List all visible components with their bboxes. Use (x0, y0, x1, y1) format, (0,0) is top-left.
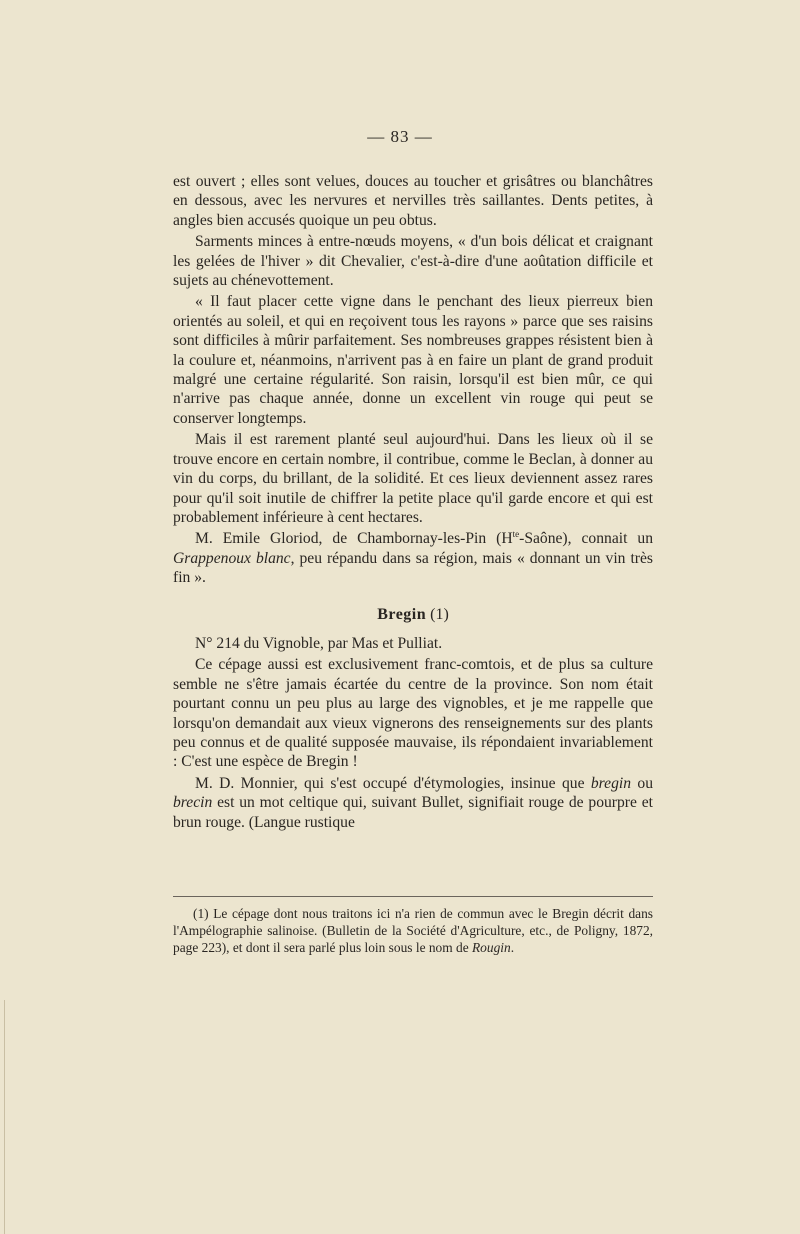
body-text (173, 172, 653, 832)
monnier-word-brecin: brecin (173, 794, 213, 812)
paragraph-monnier (173, 774, 653, 832)
section-heading-name: Bregin (377, 605, 427, 623)
gloriod-variety-name: Grappenoux blanc (173, 549, 291, 567)
monnier-text-mid: ou (631, 774, 653, 792)
section-heading (173, 605, 653, 624)
gloriod-text-before: M. Emile Gloriod, de Chambornay-les-Pin (H (195, 530, 513, 548)
paragraph-leaves: est ouvert ; elles sont velues, douces au toucher et grisâtres ou blanchâtres en dessous, avec les nervures et nervilles très saillantes. Dents petites, à angles bien accusés quoique un peu obtus. (173, 173, 653, 229)
paragraph-placement: « Il faut placer cette vigne dans le penchant des lieux pierreux bien orientés au soleil, et qui en reçoivent tous les rayons » parce que ses raisins sont difficiles à mûrir parfaitement. Ses nombreuses grappes résistent bien à la coulure et, néanmoins, n'arrivent pas à en faire un plant de grand produit malgré une certaine régularité. Son raisin, lorsqu'il est bien mûr, ce qui n'arrive pas chaque année, donne un excellent vin rouge qui peut se conserver longtemps. (173, 293, 653, 427)
footnote-divider (173, 896, 653, 897)
page-number: — 83 — (367, 127, 433, 146)
footnote (173, 905, 653, 956)
paragraph-sarments: Sarments minces à entre-nœuds moyens, « d'un bois délicat et craignant les gelées de l'hiver » dit Chevalier, c'est-à-dire d'une aoûtation difficile et sujets au chénevottement. (173, 233, 653, 290)
vignoble-number: N° 214 du Vignoble, par Mas et Pulliat. (195, 634, 443, 652)
footnote-text: (1) Le cépage dont nous traitons ici n'a rien de commun avec le Bregin décrit dans l'Ampélographie salinoise. (Bulletin de la Société d'Agriculture, etc., de Poligny, 1872, page 223), et dont il sera parlé plus loin sous le nom de (173, 906, 653, 955)
scan-edge-line (4, 1000, 5, 1234)
monnier-text-after: est un mot celtique qui, suivant Bullet, signifiait rouge de pourpre et brun rouge. (Langue rustique (173, 794, 653, 831)
paragraph-franc-comtois: Ce cépage aussi est exclusivement franc-comtois, et de plus sa culture semble ne s'être jamais écartée du centre de la province. Son nom était pourtant connu un peu plus au large des vignobles, et je me rappelle que lorsqu'on demandait aux vieux vignerons des renseignements sur des plants peu connus et de qualité supposée mauvaise, ils répondaient invariablement : C'est une espèce de Bregin ! (173, 656, 653, 771)
gloriod-text-middle: -Saône), connait un (519, 530, 653, 548)
footnote-italic-name: Rougin (472, 940, 511, 955)
footnote-paragraph (173, 905, 653, 956)
paragraph-rarity: Mais il est rarement planté seul aujourd'hui. Dans les lieux où il se trouve encore en certain nombre, il contribue, comme le Beclan, à donner au vin du corps, du brillant, de la solidité. Et ces lieux deviennent assez rares pour qu'il soit inutile de chiffrer la petite place qu'il garde encore et qui est probablement inférieure à cent hectares. (173, 431, 653, 526)
gloriod-superscript: te (512, 529, 520, 540)
gloriod-text-after: , peu répandu dans sa région, mais « donnant un vin très fin ». (173, 549, 653, 587)
paragraph-gloriod (173, 529, 653, 587)
monnier-word-bregin: bregin (590, 774, 632, 792)
monnier-text-before: M. D. Monnier, qui s'est occupé d'étymologies, insinue que (195, 774, 591, 792)
footnote-end: . (510, 940, 515, 955)
section-heading-note: (1) (426, 605, 449, 623)
